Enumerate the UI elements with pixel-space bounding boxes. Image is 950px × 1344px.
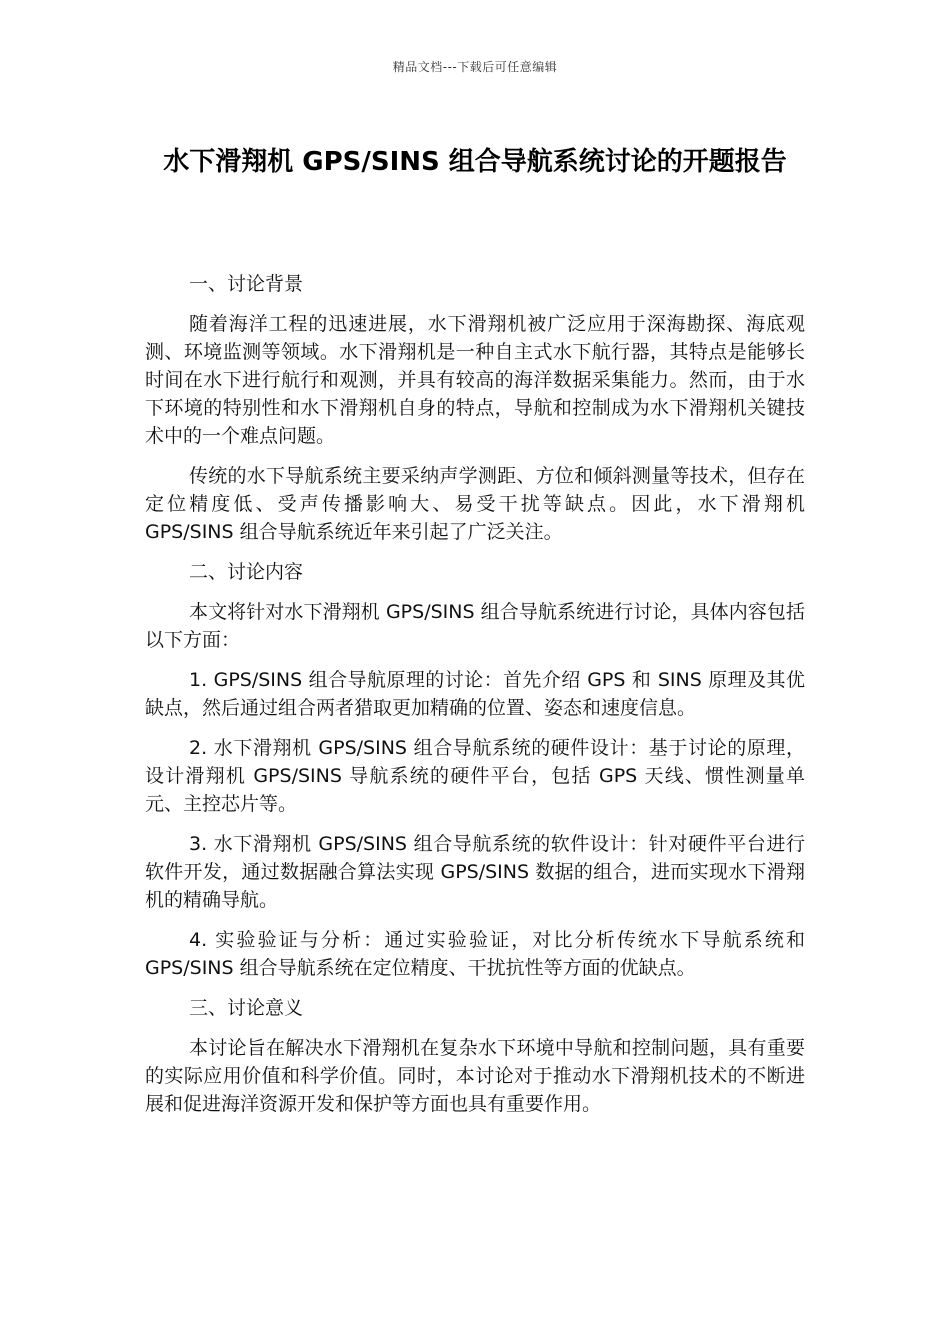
paragraph: 随着海洋工程的迅速进展，水下滑翔机被广泛应用于深海勘探、海底观测、环境监测等领域。水下滑翔机是一种自主式水下航行器，其特点是能够长时间在水下进行航行和观测，并具有较高的海洋数据采集能力。然而，由于水下环境的特别性和水下滑翔机自身的特点，导航和控制成为水下滑翔机关键技术中的一个难点问题。 (145, 313, 805, 447)
list-item: 3. 水下滑翔机 GPS/SINS 组合导航系统的软件设计：针对硬件平台进行软件开发，通过数据融合算法实现 GPS/SINS 数据的组合，进而实现水下滑翔机的精确导航。 (145, 833, 805, 911)
section-heading-background: 一、讨论背景 (189, 273, 304, 295)
paragraph: 本讨论旨在解决水下滑翔机在复杂水下环境中导航和控制问题，具有重要的实际应用价值和科学价值。同时，本讨论对于推动水下滑翔机技术的不断进展和促进海洋资源开发和保护等方面也具有重要作用。 (145, 1037, 805, 1115)
list-item: 2. 水下滑翔机 GPS/SINS 组合导航系统的硬件设计：基于讨论的原理，设计滑翔机 GPS/SINS 导航系统的硬件平台，包括 GPS 天线、惯性测量单元、主控芯片等。 (145, 737, 805, 815)
list-item: 4. 实验验证与分析：通过实验验证，对比分析传统水下导航系统和 GPS/SINS 组合导航系统在定位精度、干扰抗性等方面的优缺点。 (145, 929, 805, 979)
section-heading-significance: 三、讨论意义 (189, 997, 304, 1019)
document-body (145, 270, 805, 1130)
paragraph: 传统的水下导航系统主要采纳声学测距、方位和倾斜测量等技术，但存在定位精度低、受声传播影响大、易受干扰等缺点。因此，水下滑翔机 GPS/SINS 组合导航系统近年来引起了广泛关注。 (145, 465, 805, 543)
document-title: 水下滑翔机 GPS/SINS 组合导航系统讨论的开题报告 (163, 147, 787, 177)
header-note: 精品文档---下载后可任意编辑 (392, 60, 558, 74)
paragraph: 本文将针对水下滑翔机 GPS/SINS 组合导航系统进行讨论，具体内容包括以下方面： (145, 601, 805, 651)
section-heading-content: 二、讨论内容 (189, 561, 304, 583)
list-item: 1. GPS/SINS 组合导航原理的讨论：首先介绍 GPS 和 SINS 原理及其优缺点，然后通过组合两者猎取更加精确的位置、姿态和速度信息。 (145, 669, 805, 719)
